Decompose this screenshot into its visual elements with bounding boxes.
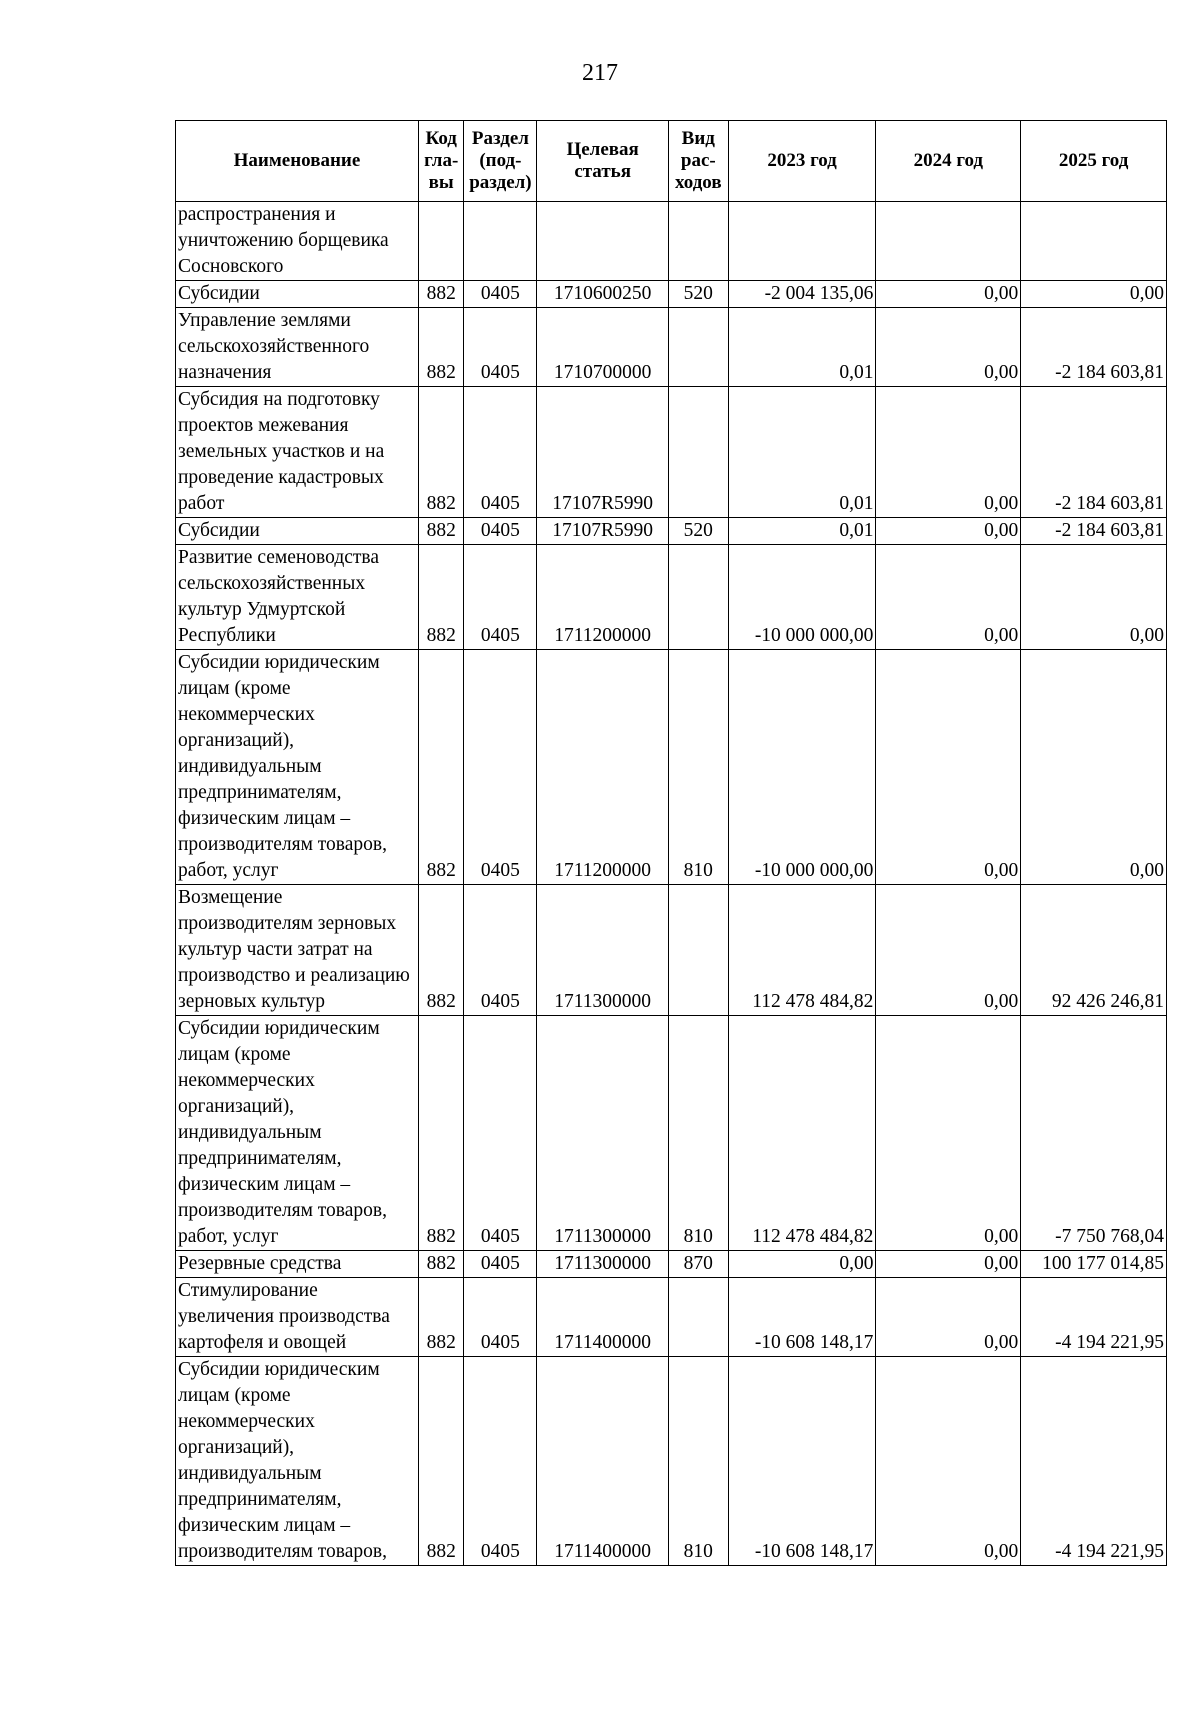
row-expense-type-cell: 520 [668,518,728,545]
row-name-cell: Резервные средства [176,1251,419,1278]
table-header-row [176,121,1167,202]
header-section: Раздел (под-раздел) [464,121,537,202]
row-name-cell: Субсидии [176,281,419,308]
budget-table [175,120,1167,1566]
row-section-cell [464,202,537,281]
row-expense-type-cell: 520 [668,281,728,308]
row-target-article-cell: 17107R5990 [537,387,669,518]
row-amount-2024-cell: 0,00 [876,1278,1021,1357]
header-year-2024: 2024 год [876,121,1021,202]
row-amount-2023-cell: -2 004 135,06 [728,281,876,308]
row-amount-2023-cell: -10 000 000,00 [728,650,876,885]
row-amount-2025-cell: 100 177 014,85 [1021,1251,1167,1278]
row-name-cell: Субсидии [176,518,419,545]
row-name-cell: Субсидии юридическим лицам (кроме некоммерческих организаций), индивидуальным предпринимателям, физическим лицам – производителям товаров, работ, услуг [176,650,419,885]
row-target-article-cell: 1711400000 [537,1278,669,1357]
page-number: 217 [582,60,618,86]
row-amount-2024-cell: 0,00 [876,308,1021,387]
table-row [176,518,1167,545]
row-target-article-cell: 1711300000 [537,885,669,1016]
row-target-article-cell: 1711300000 [537,1251,669,1278]
row-amount-2025-cell: -2 184 603,81 [1021,387,1167,518]
row-name-cell: Возмещение производителям зерновых культур части затрат на производство и реализацию зерновых культур [176,885,419,1016]
row-amount-2025-cell: -4 194 221,95 [1021,1278,1167,1357]
header-expense-type: Вид рас-ходов [668,121,728,202]
row-chapter-code-cell: 882 [418,387,464,518]
row-expense-type-cell: 810 [668,1016,728,1251]
row-target-article-cell: 1711300000 [537,1016,669,1251]
row-amount-2024-cell [876,202,1021,281]
row-expense-type-cell: 810 [668,1357,728,1566]
row-expense-type-cell [668,545,728,650]
row-name-cell: Субсидии юридическим лицам (кроме некоммерческих организаций), индивидуальным предпринимателям, физическим лицам – производителям товаров, [176,1357,419,1566]
row-section-cell: 0405 [464,518,537,545]
row-amount-2023-cell [728,202,876,281]
row-amount-2025-cell: -4 194 221,95 [1021,1357,1167,1566]
row-target-article-cell [537,202,669,281]
row-section-cell: 0405 [464,1016,537,1251]
row-expense-type-cell [668,202,728,281]
row-name-cell: Развитие семеноводства сельскохозяйственных культур Удмуртской Республики [176,545,419,650]
row-amount-2024-cell: 0,00 [876,545,1021,650]
table-row [176,308,1167,387]
header-target-article: Целевая статья [537,121,669,202]
row-chapter-code-cell: 882 [418,308,464,387]
row-amount-2024-cell: 0,00 [876,281,1021,308]
row-name-cell: Стимулирование увеличения производства картофеля и овощей [176,1278,419,1357]
row-section-cell: 0405 [464,308,537,387]
table-row [176,1016,1167,1251]
row-amount-2024-cell: 0,00 [876,650,1021,885]
table-row [176,202,1167,281]
row-target-article-cell: 1711400000 [537,1357,669,1566]
header-year-2025: 2025 год [1021,121,1167,202]
row-section-cell: 0405 [464,885,537,1016]
row-amount-2023-cell: 0,00 [728,1251,876,1278]
row-target-article-cell: 1710600250 [537,281,669,308]
row-amount-2025-cell: -2 184 603,81 [1021,308,1167,387]
header-chapter-code: Код гла-вы [418,121,464,202]
row-target-article-cell: 1711200000 [537,650,669,885]
row-chapter-code-cell: 882 [418,281,464,308]
table-row [176,387,1167,518]
row-amount-2023-cell: 0,01 [728,387,876,518]
row-amount-2025-cell: 0,00 [1021,281,1167,308]
row-target-article-cell: 1710700000 [537,308,669,387]
table-row [176,650,1167,885]
row-target-article-cell: 17107R5990 [537,518,669,545]
row-amount-2024-cell: 0,00 [876,1357,1021,1566]
row-target-article-cell: 1711200000 [537,545,669,650]
header-name: Наименование [176,121,419,202]
row-amount-2025-cell: 92 426 246,81 [1021,885,1167,1016]
row-chapter-code-cell: 882 [418,650,464,885]
row-expense-type-cell [668,308,728,387]
row-amount-2023-cell: 112 478 484,82 [728,1016,876,1251]
row-chapter-code-cell: 882 [418,1251,464,1278]
table-row [176,545,1167,650]
row-section-cell: 0405 [464,1251,537,1278]
row-section-cell: 0405 [464,281,537,308]
row-amount-2025-cell: -2 184 603,81 [1021,518,1167,545]
row-section-cell: 0405 [464,1357,537,1566]
row-name-cell: Субсидии юридическим лицам (кроме некоммерческих организаций), индивидуальным предпринимателям, физическим лицам – производителям товаров, работ, услуг [176,1016,419,1251]
row-section-cell: 0405 [464,545,537,650]
row-amount-2025-cell: 0,00 [1021,650,1167,885]
row-amount-2025-cell: -7 750 768,04 [1021,1016,1167,1251]
row-expense-type-cell: 810 [668,650,728,885]
row-expense-type-cell [668,1278,728,1357]
row-amount-2024-cell: 0,00 [876,387,1021,518]
table-row [176,1357,1167,1566]
row-amount-2023-cell: -10 000 000,00 [728,545,876,650]
row-expense-type-cell: 870 [668,1251,728,1278]
row-section-cell: 0405 [464,650,537,885]
row-expense-type-cell [668,387,728,518]
row-amount-2024-cell: 0,00 [876,885,1021,1016]
header-year-2023: 2023 год [728,121,876,202]
row-amount-2024-cell: 0,00 [876,518,1021,545]
row-section-cell: 0405 [464,387,537,518]
row-chapter-code-cell: 882 [418,1357,464,1566]
row-expense-type-cell [668,885,728,1016]
row-amount-2025-cell [1021,202,1167,281]
row-amount-2024-cell: 0,00 [876,1251,1021,1278]
row-amount-2023-cell: 0,01 [728,308,876,387]
table-row [176,885,1167,1016]
row-chapter-code-cell: 882 [418,545,464,650]
row-amount-2023-cell: -10 608 148,17 [728,1357,876,1566]
row-amount-2023-cell: 0,01 [728,518,876,545]
row-section-cell: 0405 [464,1278,537,1357]
row-name-cell: Субсидия на подготовку проектов межевания земельных участков и на проведение кадастровых работ [176,387,419,518]
row-name-cell: распространения и уничтожению борщевика Сосновского [176,202,419,281]
row-chapter-code-cell [418,202,464,281]
table-row [176,281,1167,308]
row-name-cell: Управление землями сельскохозяйственного назначения [176,308,419,387]
row-amount-2024-cell: 0,00 [876,1016,1021,1251]
table-row [176,1251,1167,1278]
row-amount-2023-cell: 112 478 484,82 [728,885,876,1016]
table-row [176,1278,1167,1357]
row-chapter-code-cell: 882 [418,885,464,1016]
row-amount-2023-cell: -10 608 148,17 [728,1278,876,1357]
row-chapter-code-cell: 882 [418,518,464,545]
row-amount-2025-cell: 0,00 [1021,545,1167,650]
row-chapter-code-cell: 882 [418,1278,464,1357]
row-chapter-code-cell: 882 [418,1016,464,1251]
